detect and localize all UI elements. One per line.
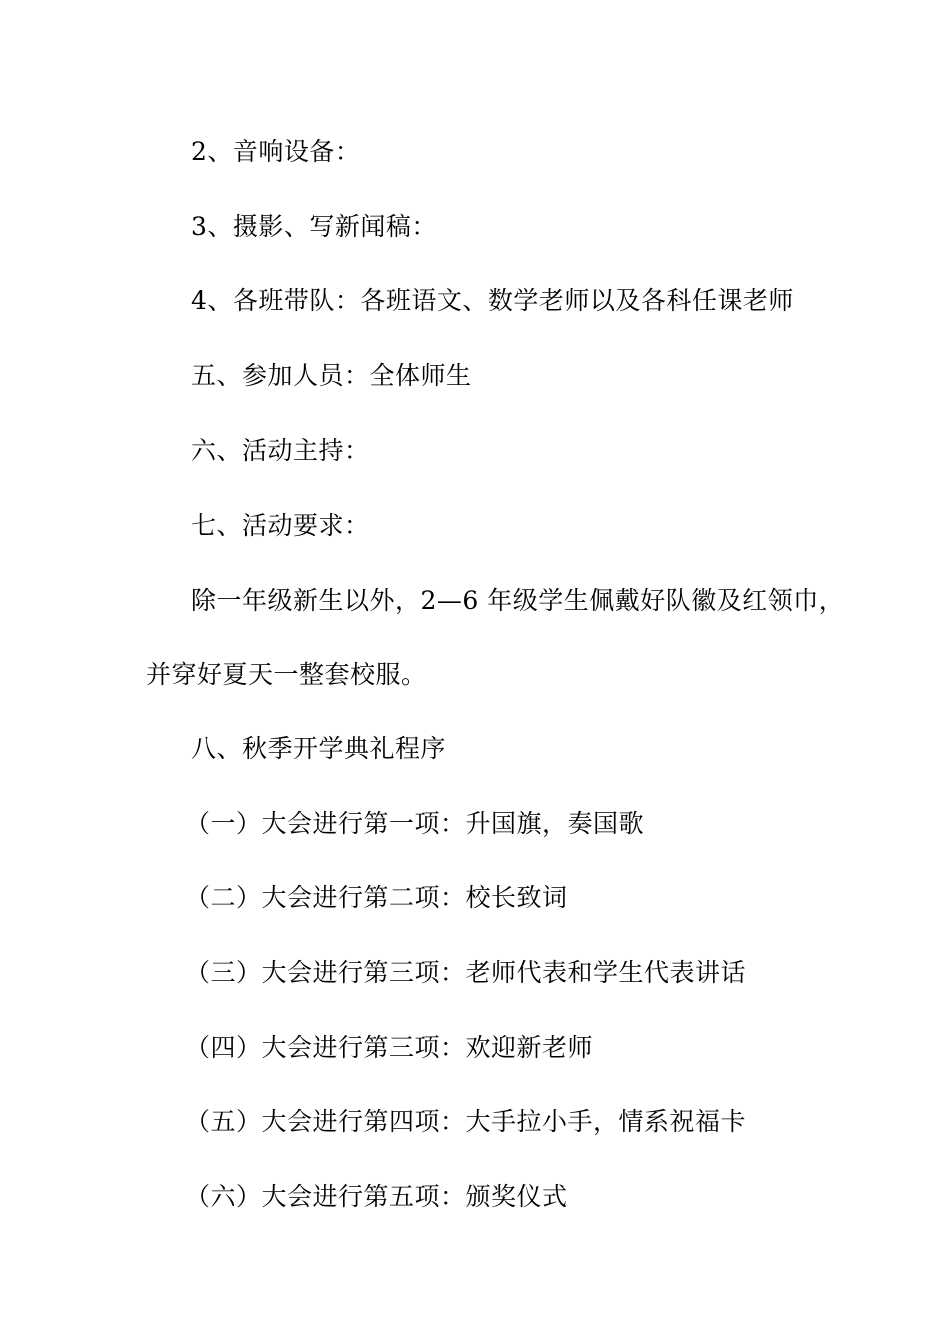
section-ceremony-program: 八、秋季开学典礼程序 [191, 734, 447, 763]
item-photography-news: 3、摄影、写新闻稿： [191, 212, 437, 241]
program-item-1: （一）大会进行第一项：升国旗，奏国歌 [185, 809, 645, 838]
item-audio-equipment: 2、音响设备： [191, 137, 361, 166]
section-requirements: 七、活动要求： [191, 511, 370, 540]
section-participants: 五、参加人员：全体师生 [191, 361, 472, 390]
program-item-4: （四）大会进行第三项：欢迎新老师 [185, 1033, 594, 1062]
requirements-paragraph-line-2: 并穿好夏天一整套校服。 [146, 660, 427, 689]
program-item-5: （五）大会进行第四项：大手拉小手，情系祝福卡 [185, 1107, 747, 1136]
requirements-paragraph-line-1: 除一年级新生以外，2—6 年级学生佩戴好队徽及红领巾， [191, 586, 845, 615]
program-item-3: （三）大会进行第三项：老师代表和学生代表讲话 [185, 958, 747, 987]
program-item-2: （二）大会进行第二项：校长致词 [185, 883, 568, 912]
section-host: 六、活动主持： [191, 436, 370, 465]
item-class-leaders: 4、各班带队：各班语文、数学老师以及各科任课老师 [191, 286, 794, 315]
program-item-6: （六）大会进行第五项：颁奖仪式 [185, 1182, 568, 1211]
